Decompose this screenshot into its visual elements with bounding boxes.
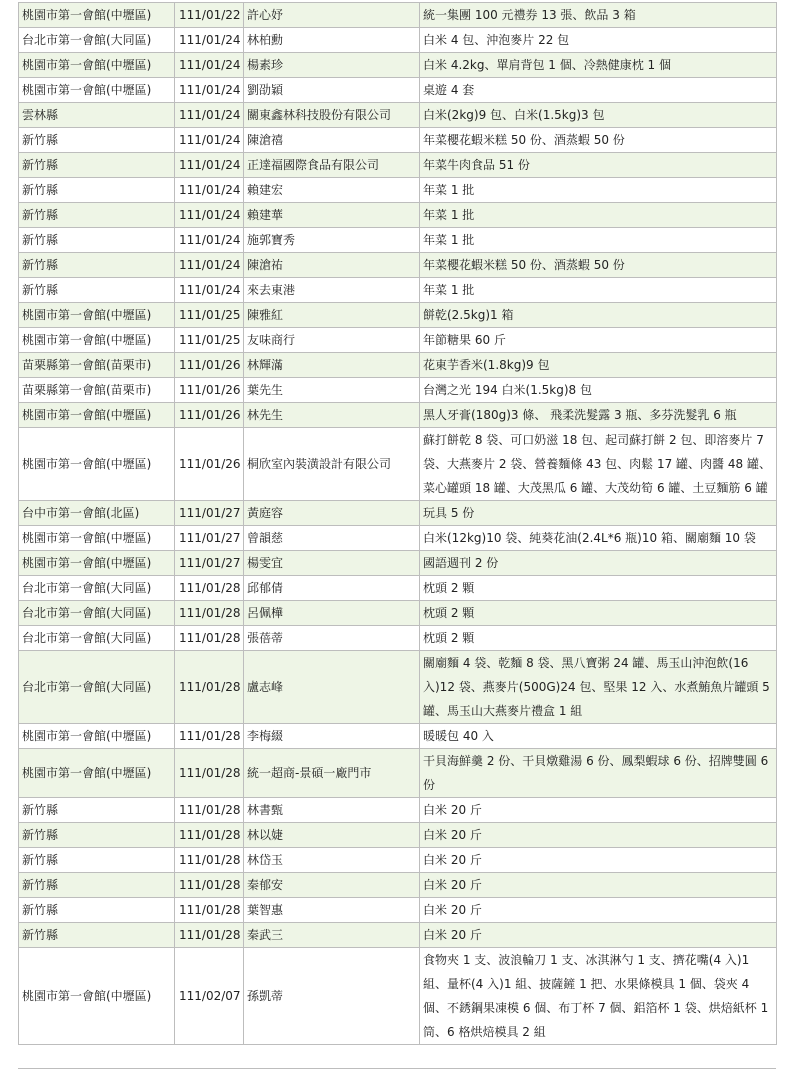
table-row — [19, 178, 777, 203]
table-row — [19, 551, 777, 576]
donor-cell: 林柏勳 — [244, 28, 420, 53]
venue-cell: 新竹縣 — [19, 228, 175, 253]
venue-cell: 台北市第一會館(大同區) — [19, 601, 175, 626]
date-cell: 111/01/28 — [175, 898, 244, 923]
donor-cell: 陳滄禧 — [244, 128, 420, 153]
venue-cell: 桃園市第一會館(中壢區) — [19, 948, 175, 1045]
date-cell: 111/01/27 — [175, 551, 244, 576]
items-cell: 年菜牛肉食品 51 份 — [420, 153, 777, 178]
table-row — [19, 153, 777, 178]
venue-cell: 桃園市第一會館(中壢區) — [19, 428, 175, 501]
venue-cell: 苗栗縣第一會館(苗栗市) — [19, 378, 175, 403]
date-cell: 111/01/24 — [175, 153, 244, 178]
items-cell: 白米 20 斤 — [420, 848, 777, 873]
donor-cell: 葉先生 — [244, 378, 420, 403]
venue-cell: 新竹縣 — [19, 178, 175, 203]
date-cell: 111/01/28 — [175, 626, 244, 651]
venue-cell: 苗栗縣第一會館(苗栗市) — [19, 353, 175, 378]
date-cell: 111/01/26 — [175, 353, 244, 378]
table-row — [19, 328, 777, 353]
items-cell: 年菜 1 批 — [420, 203, 777, 228]
items-cell: 年菜 1 批 — [420, 278, 777, 303]
donor-cell: 邱郁倩 — [244, 576, 420, 601]
items-cell: 餅乾(2.5kg)1 箱 — [420, 303, 777, 328]
table-row — [19, 948, 777, 1045]
donor-cell: 楊素珍 — [244, 53, 420, 78]
donor-cell: 黃庭容 — [244, 501, 420, 526]
date-cell: 111/01/26 — [175, 428, 244, 501]
table-row — [19, 378, 777, 403]
table-row — [19, 28, 777, 53]
donor-cell: 林書甄 — [244, 798, 420, 823]
venue-cell: 新竹縣 — [19, 203, 175, 228]
items-cell: 台灣之光 194 白米(1.5kg)8 包 — [420, 378, 777, 403]
date-cell: 111/01/24 — [175, 28, 244, 53]
date-cell: 111/01/27 — [175, 501, 244, 526]
venue-cell: 桃園市第一會館(中壢區) — [19, 403, 175, 428]
donor-cell: 林岱玉 — [244, 848, 420, 873]
donor-cell: 劉劭穎 — [244, 78, 420, 103]
table-row — [19, 823, 777, 848]
donor-cell: 呂佩樺 — [244, 601, 420, 626]
date-cell: 111/01/24 — [175, 203, 244, 228]
donor-cell: 林先生 — [244, 403, 420, 428]
venue-cell: 新竹縣 — [19, 253, 175, 278]
items-cell: 枕頭 2 顆 — [420, 576, 777, 601]
date-cell: 111/01/24 — [175, 228, 244, 253]
table-row — [19, 848, 777, 873]
venue-cell: 雲林縣 — [19, 103, 175, 128]
venue-cell: 台中市第一會館(北區) — [19, 501, 175, 526]
date-cell: 111/01/28 — [175, 848, 244, 873]
venue-cell: 新竹縣 — [19, 278, 175, 303]
table-row — [19, 203, 777, 228]
items-cell: 黑人牙膏(180g)3 條、 飛柔洗髮露 3 瓶、多芬洗髮乳 6 瓶 — [420, 403, 777, 428]
venue-cell: 台北市第一會館(大同區) — [19, 576, 175, 601]
venue-cell: 台北市第一會館(大同區) — [19, 28, 175, 53]
donor-cell: 賴建宏 — [244, 178, 420, 203]
date-cell: 111/01/24 — [175, 53, 244, 78]
date-cell: 111/01/28 — [175, 823, 244, 848]
table-row — [19, 873, 777, 898]
table-row — [19, 403, 777, 428]
date-cell: 111/01/28 — [175, 923, 244, 948]
venue-cell: 桃園市第一會館(中壢區) — [19, 78, 175, 103]
date-cell: 111/01/28 — [175, 749, 244, 798]
venue-cell: 台北市第一會館(大同區) — [19, 626, 175, 651]
table-row — [19, 501, 777, 526]
donor-cell: 陳滄祐 — [244, 253, 420, 278]
items-cell: 白米 20 斤 — [420, 823, 777, 848]
venue-cell: 新竹縣 — [19, 153, 175, 178]
donor-cell: 賴建華 — [244, 203, 420, 228]
table-row — [19, 103, 777, 128]
items-cell: 年節糖果 60 斤 — [420, 328, 777, 353]
items-cell: 白米 20 斤 — [420, 798, 777, 823]
table-row — [19, 228, 777, 253]
venue-cell: 桃園市第一會館(中壢區) — [19, 526, 175, 551]
donor-cell: 楊雯宜 — [244, 551, 420, 576]
items-cell: 關廟麵 4 袋、乾麵 8 袋、黑八寶粥 24 罐、馬玉山沖泡飲(16 入)12 袋、燕麥片(500G)24 包、堅果 12 入、水煮鮪魚片罐頭 5 罐、馬玉山大燕麥片禮盒 1 組 — [420, 651, 777, 724]
venue-cell: 台北市第一會館(大同區) — [19, 651, 175, 724]
table-row — [19, 303, 777, 328]
donor-cell: 張蓓蒂 — [244, 626, 420, 651]
table-row — [19, 53, 777, 78]
date-cell: 111/01/28 — [175, 873, 244, 898]
donor-cell: 林輝滿 — [244, 353, 420, 378]
date-cell: 111/01/24 — [175, 128, 244, 153]
venue-cell: 桃園市第一會館(中壢區) — [19, 328, 175, 353]
date-cell: 111/01/28 — [175, 798, 244, 823]
donor-cell: 統一超商-景碩一廠門市 — [244, 749, 420, 798]
donor-cell: 來去東港 — [244, 278, 420, 303]
donor-cell: 正達福國際食品有限公司 — [244, 153, 420, 178]
donor-cell: 秦郁安 — [244, 873, 420, 898]
date-cell: 111/01/22 — [175, 3, 244, 28]
items-cell: 枕頭 2 顆 — [420, 626, 777, 651]
donor-cell: 孫凱蒂 — [244, 948, 420, 1045]
date-cell: 111/01/25 — [175, 328, 244, 353]
date-cell: 111/01/24 — [175, 253, 244, 278]
date-cell: 111/01/24 — [175, 103, 244, 128]
items-cell: 玩具 5 份 — [420, 501, 777, 526]
table-row — [19, 526, 777, 551]
date-cell: 111/01/26 — [175, 403, 244, 428]
venue-cell: 新竹縣 — [19, 823, 175, 848]
table-row — [19, 428, 777, 501]
date-cell: 111/01/25 — [175, 303, 244, 328]
venue-cell: 桃園市第一會館(中壢區) — [19, 3, 175, 28]
table-row — [19, 353, 777, 378]
venue-cell: 新竹縣 — [19, 873, 175, 898]
venue-cell: 新竹縣 — [19, 798, 175, 823]
donation-table — [18, 2, 777, 1045]
table-row — [19, 923, 777, 948]
items-cell: 干貝海鮮羹 2 份、干貝燉雞湯 6 份、鳳梨蝦球 6 份、招牌雙圓 6 份 — [420, 749, 777, 798]
date-cell: 111/01/28 — [175, 576, 244, 601]
table-row — [19, 128, 777, 153]
date-cell: 111/01/27 — [175, 526, 244, 551]
table-row — [19, 3, 777, 28]
venue-cell: 新竹縣 — [19, 128, 175, 153]
donor-cell: 桐欣室內裝潢設計有限公司 — [244, 428, 420, 501]
table-bottom-border — [18, 1068, 776, 1069]
items-cell: 暖暖包 40 入 — [420, 724, 777, 749]
table-row — [19, 749, 777, 798]
table-row — [19, 724, 777, 749]
items-cell: 年菜 1 批 — [420, 178, 777, 203]
table-row — [19, 798, 777, 823]
donor-cell: 李梅綴 — [244, 724, 420, 749]
table-row — [19, 651, 777, 724]
venue-cell: 桃園市第一會館(中壢區) — [19, 551, 175, 576]
items-cell: 年菜櫻花蝦米糕 50 份、酒蒸蝦 50 份 — [420, 128, 777, 153]
venue-cell: 桃園市第一會館(中壢區) — [19, 749, 175, 798]
date-cell: 111/01/28 — [175, 724, 244, 749]
venue-cell: 桃園市第一會館(中壢區) — [19, 724, 175, 749]
table-row — [19, 576, 777, 601]
donor-cell: 葉智惠 — [244, 898, 420, 923]
items-cell: 年菜櫻花蝦米糕 50 份、酒蒸蝦 50 份 — [420, 253, 777, 278]
items-cell: 桌遊 4 套 — [420, 78, 777, 103]
venue-cell: 新竹縣 — [19, 898, 175, 923]
donation-table-body — [19, 3, 777, 1045]
items-cell: 白米 20 斤 — [420, 923, 777, 948]
table-row — [19, 278, 777, 303]
items-cell: 白米 4 包、沖泡麥片 22 包 — [420, 28, 777, 53]
venue-cell: 新竹縣 — [19, 923, 175, 948]
date-cell: 111/02/07 — [175, 948, 244, 1045]
items-cell: 白米 20 斤 — [420, 873, 777, 898]
date-cell: 111/01/24 — [175, 178, 244, 203]
items-cell: 白米(2kg)9 包、白米(1.5kg)3 包 — [420, 103, 777, 128]
items-cell: 國語週刊 2 份 — [420, 551, 777, 576]
date-cell: 111/01/24 — [175, 78, 244, 103]
donor-cell: 友味商行 — [244, 328, 420, 353]
donor-cell: 曾韻慈 — [244, 526, 420, 551]
items-cell: 白米(12kg)10 袋、純葵花油(2.4L*6 瓶)10 箱、關廟麵 10 袋 — [420, 526, 777, 551]
items-cell: 白米 20 斤 — [420, 898, 777, 923]
items-cell: 白米 4.2kg、單肩背包 1 個、冷熱健康枕 1 個 — [420, 53, 777, 78]
donor-cell: 許心妤 — [244, 3, 420, 28]
table-row — [19, 78, 777, 103]
donor-cell: 盧志峰 — [244, 651, 420, 724]
donor-cell: 秦武三 — [244, 923, 420, 948]
donor-cell: 施郭寶秀 — [244, 228, 420, 253]
table-row — [19, 601, 777, 626]
donor-cell: 關東鑫林科技股份有限公司 — [244, 103, 420, 128]
table-row — [19, 626, 777, 651]
donor-cell: 陳雅紅 — [244, 303, 420, 328]
items-cell: 枕頭 2 顆 — [420, 601, 777, 626]
date-cell: 111/01/28 — [175, 651, 244, 724]
date-cell: 111/01/26 — [175, 378, 244, 403]
items-cell: 蘇打餅乾 8 袋、可口奶滋 18 包、起司蘇打餅 2 包、即溶麥片 7 袋、大燕麥片 2 袋、營養麵條 43 包、肉鬆 17 罐、肉醬 48 罐、菜心罐頭 18 罐、大茂黑瓜 6 罐、大茂幼筍 6 罐、土豆麵筋 6 罐 — [420, 428, 777, 501]
donor-cell: 林以婕 — [244, 823, 420, 848]
venue-cell: 新竹縣 — [19, 848, 175, 873]
venue-cell: 桃園市第一會館(中壢區) — [19, 303, 175, 328]
table-row — [19, 898, 777, 923]
table-row — [19, 253, 777, 278]
items-cell: 統一集團 100 元禮券 13 張、飲品 3 箱 — [420, 3, 777, 28]
venue-cell: 桃園市第一會館(中壢區) — [19, 53, 175, 78]
date-cell: 111/01/28 — [175, 601, 244, 626]
items-cell: 食物夾 1 支、波浪輪刀 1 支、冰淇淋勺 1 支、擠花嘴(4 入)1 組、量杯(4 入)1 組、披薩鏟 1 把、水果條模具 1 個、袋夾 4 個、不銹鋼果凍模 6 個、布丁杯 7 個、鋁箔杯 1 袋、烘焙紙杯 1 筒、6 格烘焙模具 2 組 — [420, 948, 777, 1045]
items-cell: 年菜 1 批 — [420, 228, 777, 253]
items-cell: 花東芋香米(1.8kg)9 包 — [420, 353, 777, 378]
date-cell: 111/01/24 — [175, 278, 244, 303]
donation-table-container — [18, 2, 777, 1045]
